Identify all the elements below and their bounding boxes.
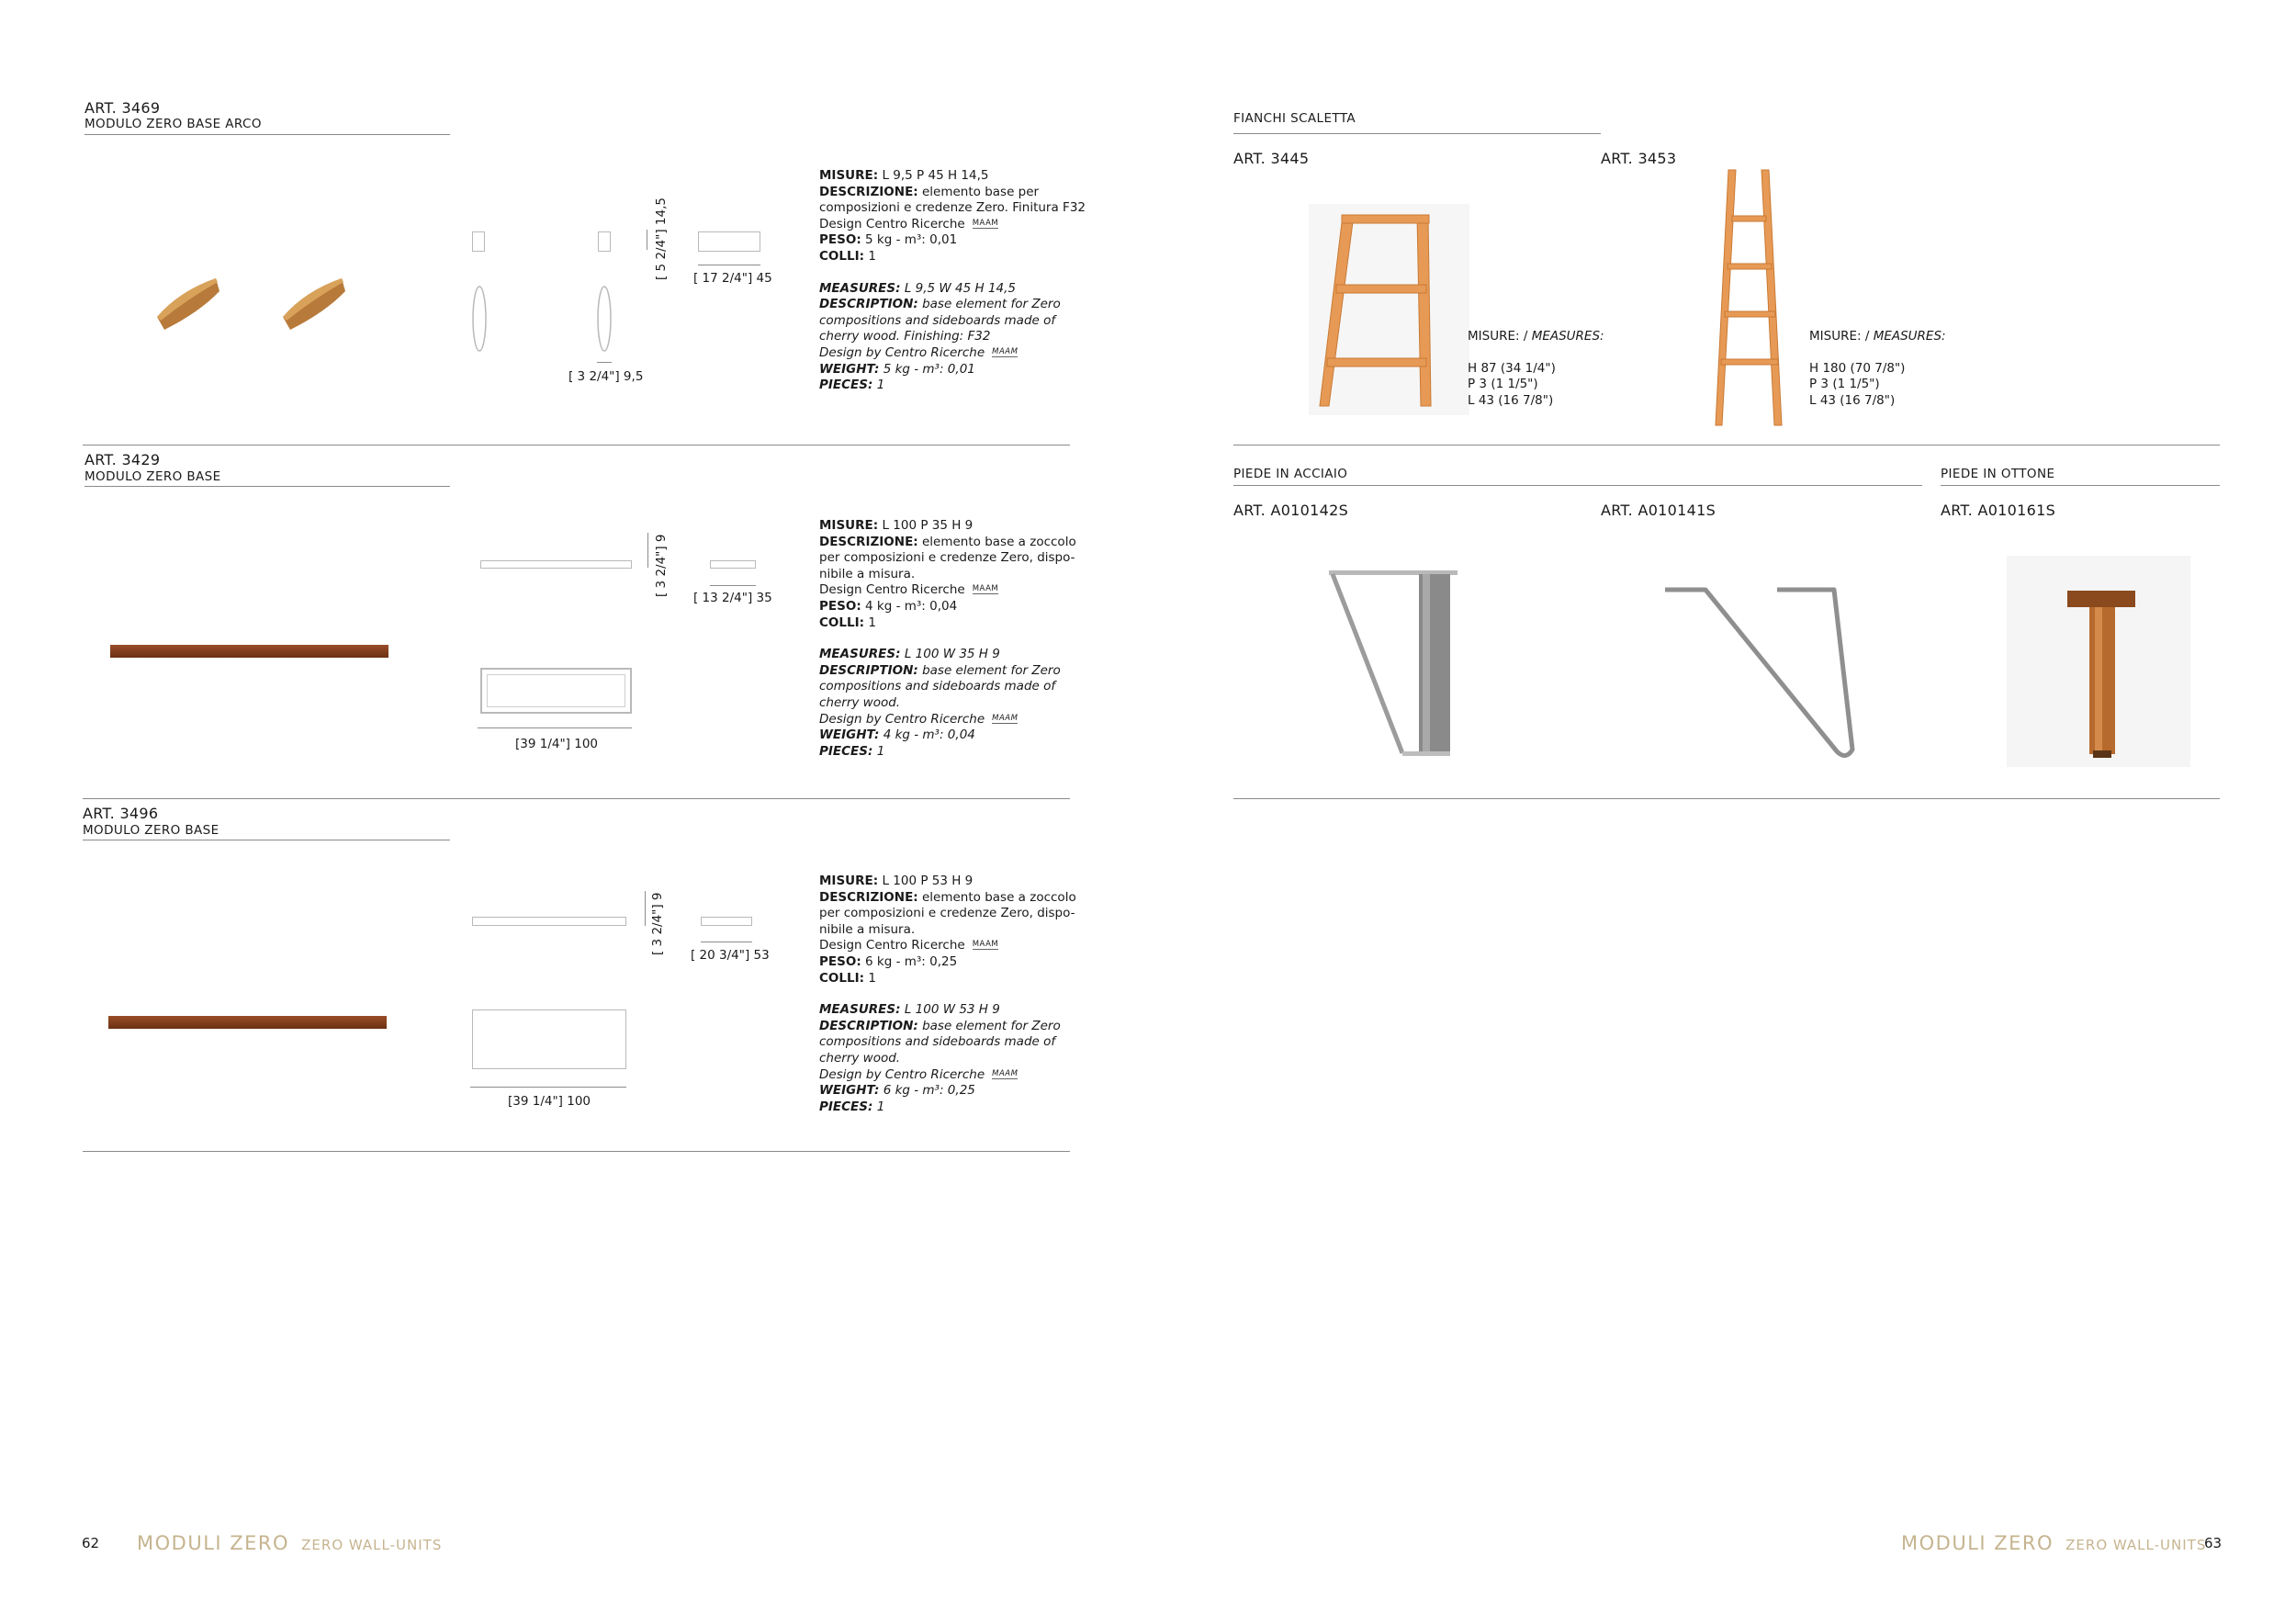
top-view-drawing-2 bbox=[595, 285, 613, 354]
arc-base-photo-2 bbox=[277, 271, 351, 335]
item-spec: MISURE: L 9,5 P 45 H 14,5 DESCRIZIONE: elemento base per composizioni e credenze Zero. Finitura F32 Design Centro Ricerche MAAM PESO: 5 kg - m³: 0,01 COLLI: 1 MEASURES: L 9,5 W 45 H 14,5 DESCRIPTION: base element for Zero compositions and sideboards made of cherry wood. Finishing: F32 Design by Centro Ricerche MAAM WEIGHT: 5 kg - m³: 0,01 PIECES: 1 bbox=[819, 168, 1086, 393]
section-title: FIANCHI SCALETTA bbox=[1233, 111, 1356, 126]
item-art-number: ART. 3429 bbox=[84, 451, 161, 468]
item-art-number: ART. A010161S bbox=[1941, 502, 2056, 519]
section-rule bbox=[83, 798, 1070, 799]
dim-height: [ 3 2/4"] 9 bbox=[650, 892, 665, 955]
dim-width: [ 3 2/4"] 9,5 bbox=[568, 369, 644, 384]
dim-tick bbox=[478, 727, 632, 728]
dim-tick bbox=[647, 533, 648, 568]
item-art-number: ART. 3496 bbox=[83, 805, 159, 822]
maam-logo: MAAM bbox=[972, 218, 999, 228]
header-rule bbox=[84, 486, 450, 487]
section-title: PIEDE IN ACCIAIO bbox=[1233, 467, 1348, 481]
maam-logo: MAAM bbox=[992, 713, 1019, 723]
front-view-drawing bbox=[472, 917, 626, 926]
maam-logo: MAAM bbox=[972, 584, 999, 594]
dim-height: [ 5 2/4"] 14,5 bbox=[654, 197, 669, 280]
maam-logo: MAAM bbox=[992, 1068, 1019, 1078]
ladder-spec: MISURE: / MEASURES: H 180 (70 7/8") P 3 (1 1/5") L 43 (16 7/8") bbox=[1809, 329, 1946, 408]
header-rule bbox=[84, 134, 450, 135]
base-photo bbox=[110, 645, 388, 658]
dim-width: [39 1/4"] 100 bbox=[508, 1094, 591, 1109]
section-rule bbox=[83, 1151, 1070, 1152]
side-view-drawing bbox=[598, 231, 611, 252]
top-view-drawing bbox=[472, 1009, 626, 1069]
maam-logo: MAAM bbox=[992, 346, 1019, 356]
dim-depth: [ 13 2/4"] 35 bbox=[693, 591, 772, 605]
header-rule bbox=[1941, 485, 2220, 486]
footer-title: MODULI ZERO ZERO WALL-UNITS bbox=[137, 1532, 443, 1554]
ladder-photo-short bbox=[1309, 204, 1469, 415]
side-view-drawing bbox=[701, 917, 752, 926]
item-name: MODULO ZERO BASE ARCO bbox=[84, 117, 262, 131]
front-view-drawing bbox=[472, 231, 485, 252]
header-rule bbox=[1233, 485, 1922, 486]
brass-foot-photo bbox=[2007, 556, 2190, 767]
section-title: PIEDE IN OTTONE bbox=[1941, 467, 2055, 481]
page-number: 62 bbox=[82, 1535, 100, 1551]
dim-depth: [ 20 3/4"] 53 bbox=[691, 948, 770, 963]
dim-tick bbox=[470, 1087, 626, 1088]
item-art-number: ART. 3445 bbox=[1233, 150, 1310, 167]
side-view-drawing bbox=[710, 560, 756, 569]
item-art-number: ART. 3453 bbox=[1601, 150, 1677, 167]
section-rule bbox=[1233, 798, 2220, 799]
header-rule bbox=[1233, 133, 1601, 134]
item-art-number: ART. A010142S bbox=[1233, 502, 1349, 519]
item-name: MODULO ZERO BASE bbox=[84, 469, 221, 484]
steel-foot-photo bbox=[1327, 565, 1465, 767]
item-spec: MISURE: L 100 P 53 H 9 DESCRIZIONE: elemento base a zoccolo per composizioni e credenze Zero, dispo-nibile a misura. Design Centro Ricerche MAAM PESO: 6 kg - m³: 0,25 COLLI: 1 MEASURES: L 100 W 53 H 9 DESCRIPTION: base element for Zero compositions and sideboards made of cherry wood. Design by Centro Ricerche MAAM WEIGHT: 6 kg - m³: 0,25 PIECES: 1 bbox=[819, 874, 1076, 1114]
ladder-spec: MISURE: / MEASURES: H 87 (34 1/4") P 3 (1 1/5") L 43 (16 7/8") bbox=[1468, 329, 1604, 408]
item-name: MODULO ZERO BASE bbox=[83, 823, 219, 838]
ladder-photo-tall bbox=[1710, 168, 1793, 430]
top-view-drawing bbox=[470, 285, 489, 354]
steel-rod-foot-photo bbox=[1658, 579, 1869, 762]
footer-title: MODULI ZERO ZERO WALL-UNITS bbox=[1901, 1532, 2207, 1554]
dim-depth: [ 17 2/4"] 45 bbox=[693, 271, 772, 286]
base-photo bbox=[108, 1016, 387, 1029]
item-art-number: ART. 3469 bbox=[84, 99, 161, 117]
top-view-drawing bbox=[480, 668, 632, 714]
item-art-number: ART. A010141S bbox=[1601, 502, 1716, 519]
page-number: 63 bbox=[2204, 1535, 2223, 1551]
dim-tick bbox=[645, 891, 646, 926]
dim-tick bbox=[710, 585, 756, 586]
depth-view-drawing bbox=[698, 231, 760, 252]
item-spec: MISURE: L 100 P 35 H 9 DESCRIZIONE: elemento base a zoccolo per composizioni e credenze Zero, dispo-nibile a misura. Design Centro Ricerche MAAM PESO: 4 kg - m³: 0,04 COLLI: 1 MEASURES: L 100 W 35 H 9 DESCRIPTION: base element for Zero compositions and sideboards made of cherry wood. Design by Centro Ricerche MAAM WEIGHT: 4 kg - m³: 0,04 PIECES: 1 bbox=[819, 518, 1076, 759]
maam-logo: MAAM bbox=[972, 940, 999, 950]
arc-base-photo-1 bbox=[152, 271, 225, 335]
dim-tick bbox=[597, 362, 612, 363]
dim-width: [39 1/4"] 100 bbox=[515, 737, 598, 751]
dim-height: [ 3 2/4"] 9 bbox=[654, 534, 669, 597]
front-view-drawing bbox=[480, 560, 632, 569]
